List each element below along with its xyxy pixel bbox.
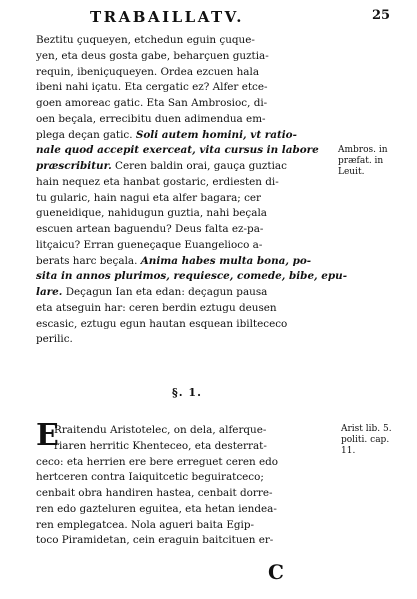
drop-cap: E	[36, 418, 59, 453]
running-title: TRABAILLATV.	[90, 8, 244, 26]
margin-note-arist	[341, 424, 392, 457]
text-line: cenbait obra handiren hastea, cenbait dorre-	[36, 487, 273, 499]
text-line: gueneidique, nahidugun guztia, nahi beçala	[36, 207, 267, 220]
section-mark: §. 1.	[172, 386, 202, 399]
margin-note-line: Arist lib. 5.	[341, 424, 392, 434]
text-segment: Ceren baldin orai, gauça guztiac	[111, 160, 287, 172]
text-line: escasic, eztugu egun hautan esquean ibiltececo	[36, 317, 288, 330]
text-line	[36, 269, 348, 285]
text-line	[36, 128, 336, 144]
paragraph-1	[36, 33, 348, 348]
margin-note-ambros	[338, 145, 388, 178]
text-line: goen amoreac gatic. Eta San Ambrosioc, di-	[36, 97, 268, 109]
text-line	[36, 159, 336, 175]
margin-note-line: Ambros. in	[338, 145, 388, 155]
paragraph-2	[36, 418, 336, 549]
margin-note-line: politi. cap.	[341, 435, 390, 445]
text-line: hain nequez eta hanbat gostaric, erdiesten di-	[36, 175, 279, 188]
signature-mark: C	[268, 560, 284, 584]
latin-quote: sita in annos plurimos, requiesce, comede, bibe, epu-	[36, 270, 348, 283]
text-line	[36, 285, 336, 301]
text-segment: plega deçan gatic.	[36, 128, 136, 141]
text-line: toco Piramidetan, cein eraguin baitcituen er-	[36, 534, 274, 547]
text-line: ren edo gazteluren eguitea, eta hetan iendea-	[36, 502, 277, 515]
text-line: ceco: eta herrien ere bere erreguet ceren edo	[36, 455, 279, 468]
text-line: ren emplegatcea. Nola agueri baita Egip-	[36, 518, 255, 531]
latin-quote: Soli autem homini, vt ratio-	[135, 128, 297, 141]
margin-note-line: 11.	[341, 446, 356, 456]
text-line	[36, 143, 336, 159]
text-line: hertceren contra Iaiquitcetic beguiratceco;	[36, 471, 264, 484]
text-line: ibeni nahi içatu. Eta cergatic ez? Alfer etce-	[36, 81, 268, 94]
text-line: tu gularic, hain nagui eta alfer bagara; cer	[36, 191, 262, 204]
text-line: eta atseguin har: ceren berdin eztugu deusen	[36, 301, 277, 314]
latin-quote: lare.	[36, 286, 63, 298]
text-line: escuen artean baguendu? Deus falta ez-pa-	[36, 223, 264, 235]
text-line: riaren herritic Khenteceo, eta desterrat-	[54, 439, 267, 452]
latin-quote: Anima habes multa bona, po-	[140, 254, 312, 267]
text-line: litçaicu? Erran gueneçaque Euangelioco a-	[36, 238, 263, 251]
text-segment: Deçagun Ian eta edan: deçagun pausa	[62, 286, 268, 298]
text-line: yen, eta deus gosta gabe, beharçuen guztia-	[36, 49, 269, 62]
text-line: oen beçala, errecibitu duen adimendua em-	[36, 112, 266, 125]
margin-note-line: præfat. in	[338, 156, 384, 166]
text-line: Rraitendu Aristotelec, on dela, alferque-	[54, 424, 267, 436]
text-line	[36, 254, 336, 270]
page-number: 25	[372, 8, 391, 23]
latin-quote: nale quod accepit exerceat, vita cursus in labore	[36, 144, 319, 157]
latin-quote: præscribitur.	[36, 160, 112, 172]
text-line: requin, ibeniçuqueyen. Ordea ezcuen hala	[36, 65, 260, 78]
text-segment: berats harc beçala.	[36, 254, 141, 267]
text-line: Beztitu çuqueyen, etchedun eguin çuque-	[36, 34, 255, 46]
margin-note-line: Leuit.	[338, 167, 365, 177]
text-line: perilic.	[36, 333, 73, 346]
